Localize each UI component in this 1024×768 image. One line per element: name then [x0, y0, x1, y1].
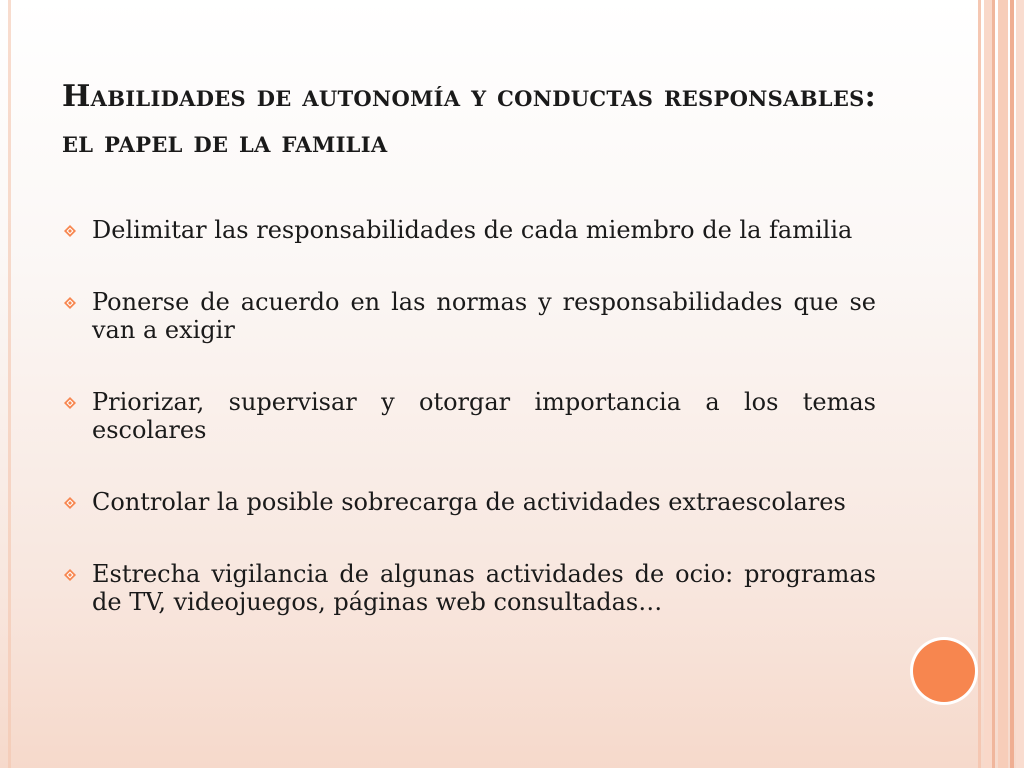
bullet-text: Controlar la posible sobrecarga de actividades extraescolares: [92, 488, 846, 516]
bullet-text: Priorizar, supervisar y otorgar importancia a los temas escolares: [92, 388, 876, 444]
diamond-bullet-icon: [64, 569, 76, 581]
stripe: [984, 0, 992, 768]
stripe: [978, 0, 981, 768]
diamond-bullet-icon: [64, 397, 76, 409]
bullet-text: Estrecha vigilancia de algunas actividades de ocio: programas de TV, videojuegos, páginas web consultadas…: [92, 560, 876, 616]
stripe: [998, 0, 1008, 768]
list-item: [62, 288, 876, 344]
stripe: [1010, 0, 1014, 768]
bullet-list: [62, 216, 876, 660]
slide-title: Habilidades de autonomía y conductas responsables: el papel de la familia: [62, 79, 876, 160]
bullet-text: Ponerse de acuerdo en las normas y responsabilidades que se van a exigir: [92, 288, 876, 344]
stripe: [992, 0, 995, 768]
list-item: [62, 216, 876, 244]
list-item: [62, 560, 876, 616]
diamond-bullet-icon: [64, 297, 76, 309]
right-decorative-stripes: [978, 0, 1024, 768]
stripe: [1016, 0, 1024, 768]
bullet-text: Delimitar las responsabilidades de cada miembro de la familia: [92, 216, 853, 244]
list-item: [62, 388, 876, 444]
diamond-bullet-icon: [64, 225, 76, 237]
diamond-bullet-icon: [64, 497, 76, 509]
list-item: [62, 488, 876, 516]
decorative-orange-circle: [913, 640, 975, 702]
left-frame-line: [8, 0, 11, 768]
